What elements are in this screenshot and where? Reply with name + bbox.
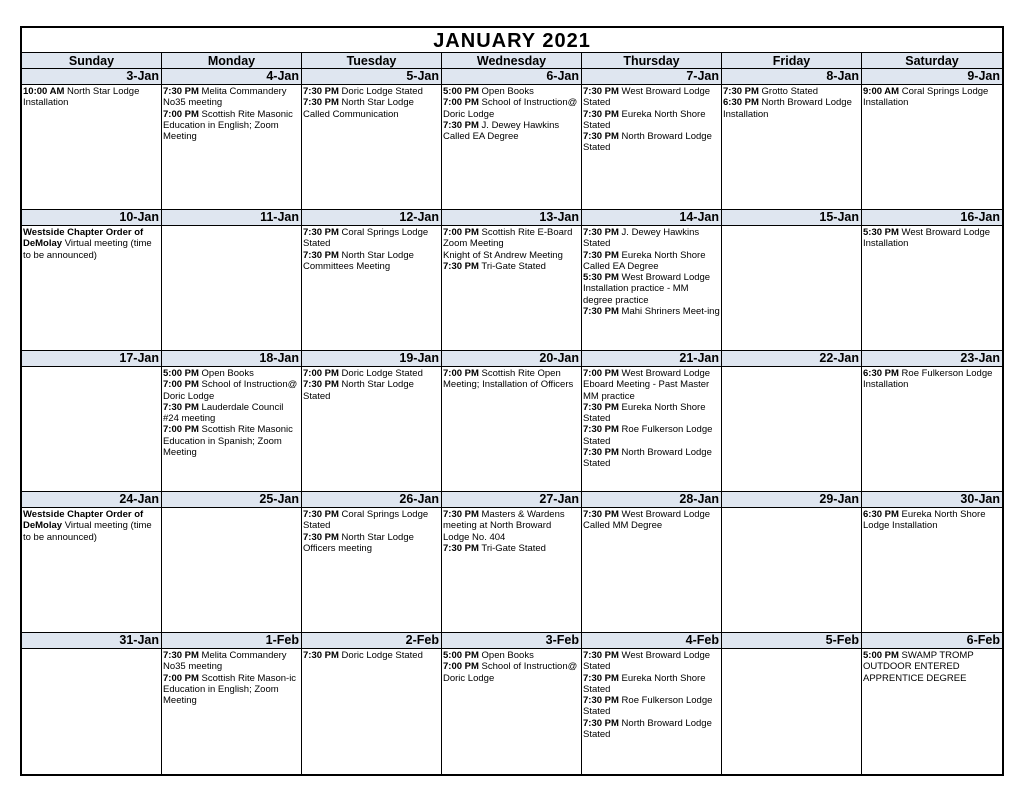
day-date: 4-Feb bbox=[582, 633, 721, 649]
event-text: Scottish Rite Masonic Education in English; Zoom Meeting bbox=[163, 108, 293, 143]
day-events bbox=[302, 649, 441, 661]
day-date: 18-Jan bbox=[162, 351, 301, 367]
day-cell bbox=[162, 351, 302, 492]
event-text: West Broward Lodge Stated bbox=[583, 650, 711, 673]
event-entry bbox=[163, 368, 300, 379]
event-text: Roe Fulkerson Lodge Stated bbox=[583, 424, 713, 447]
event-entry bbox=[303, 532, 440, 555]
day-header-wednesday: Wednesday bbox=[442, 53, 582, 69]
day-date: 12-Jan bbox=[302, 210, 441, 226]
event-entry bbox=[443, 509, 580, 543]
event-entry bbox=[303, 86, 440, 97]
event-text: North Star Lodge Officers meeting bbox=[303, 531, 414, 554]
event-entry bbox=[583, 650, 720, 673]
day-date: 22-Jan bbox=[722, 351, 861, 367]
event-time: 5:00 PM bbox=[863, 650, 899, 661]
event-time: 6:30 PM bbox=[863, 368, 899, 379]
event-text: North Broward Lodge Installation bbox=[723, 97, 852, 120]
event-entry bbox=[583, 86, 720, 109]
event-time: 7:30 PM bbox=[163, 401, 199, 413]
day-date: 2-Feb bbox=[302, 633, 441, 649]
event-time: 7:30 PM bbox=[303, 531, 339, 543]
event-entry bbox=[723, 97, 860, 120]
day-events bbox=[722, 649, 861, 650]
event-time: 7:30 PM bbox=[163, 86, 199, 97]
event-time: 5:00 PM bbox=[443, 86, 479, 97]
day-events bbox=[442, 649, 581, 684]
event-time: 7:30 PM bbox=[723, 86, 759, 97]
day-cell bbox=[162, 492, 302, 633]
day-events bbox=[722, 226, 861, 227]
day-cell bbox=[582, 492, 722, 633]
event-text: Roe Fulkerson Lodge Stated bbox=[583, 695, 713, 718]
event-time: 5:30 PM bbox=[583, 272, 619, 284]
day-events bbox=[22, 649, 161, 650]
day-cell bbox=[442, 492, 582, 633]
day-events bbox=[442, 508, 581, 554]
day-cell bbox=[22, 69, 162, 210]
event-entry bbox=[583, 447, 720, 470]
event-text: North Star Lodge Called Communication bbox=[303, 97, 414, 120]
event-time: 7:30 PM bbox=[443, 260, 479, 272]
day-cell bbox=[442, 69, 582, 210]
event-entry bbox=[723, 86, 860, 97]
day-events bbox=[162, 85, 301, 142]
day-date: 21-Jan bbox=[582, 351, 721, 367]
day-events bbox=[582, 85, 721, 154]
event-text: School of Instruction@ Doric Lodge bbox=[163, 379, 298, 402]
event-text: Scottish Rite E-Board Zoom Meeting bbox=[443, 227, 573, 250]
day-date: 17-Jan bbox=[22, 351, 161, 367]
day-date: 16-Jan bbox=[862, 210, 1002, 226]
day-events bbox=[582, 367, 721, 470]
event-entry bbox=[163, 424, 300, 458]
day-cell bbox=[22, 210, 162, 351]
event-time: 7:30 PM bbox=[583, 672, 619, 684]
day-events bbox=[22, 367, 161, 368]
event-entry bbox=[303, 250, 440, 273]
event-entry bbox=[583, 673, 720, 696]
day-events bbox=[722, 508, 861, 509]
event-entry bbox=[583, 718, 720, 741]
event-entry bbox=[443, 97, 580, 120]
event-time: 7:30 PM bbox=[583, 131, 619, 143]
event-text: Scottish Rite Mason-ic Education in English; Zoom Meeting bbox=[163, 672, 297, 707]
day-cell bbox=[442, 633, 582, 774]
event-entry bbox=[303, 650, 440, 661]
event-entry bbox=[583, 109, 720, 132]
day-date: 3-Jan bbox=[22, 69, 161, 85]
day-date: 14-Jan bbox=[582, 210, 721, 226]
day-cell bbox=[582, 210, 722, 351]
event-text: School of Instruction@ Doric Lodge bbox=[443, 661, 578, 684]
event-time: 7:30 PM bbox=[583, 695, 619, 707]
event-text: North Broward Lodge Stated bbox=[583, 447, 712, 470]
event-entry bbox=[163, 650, 300, 673]
day-events bbox=[862, 508, 1002, 532]
event-entry bbox=[863, 509, 1001, 532]
day-cell bbox=[862, 69, 1002, 210]
event-entry bbox=[303, 509, 440, 532]
event-text: Grotto Stated bbox=[758, 86, 819, 97]
event-text: Virtual meeting (time to be announced) bbox=[23, 238, 152, 261]
event-text: North Star Lodge Stated bbox=[303, 379, 414, 402]
event-entry bbox=[583, 509, 720, 532]
event-text: Melita Commandery No35 meeting bbox=[163, 86, 287, 109]
event-text: Masters & Wardens meeting at North Broward Lodge No. 404 bbox=[443, 509, 565, 543]
event-time: 7:30 PM bbox=[583, 650, 619, 661]
day-events bbox=[302, 226, 441, 272]
event-entry bbox=[303, 368, 440, 379]
day-events bbox=[862, 367, 1002, 391]
day-cell bbox=[22, 492, 162, 633]
event-text: Open Books bbox=[478, 650, 534, 661]
event-time: 7:30 PM bbox=[303, 227, 339, 238]
event-text: Coral Springs Lodge Stated bbox=[303, 227, 429, 250]
event-entry bbox=[303, 379, 440, 402]
event-entry bbox=[583, 131, 720, 154]
event-time: 7:30 PM bbox=[583, 249, 619, 261]
day-date: 4-Jan bbox=[162, 69, 301, 85]
event-entry bbox=[863, 368, 1001, 391]
day-cell bbox=[722, 210, 862, 351]
day-cell bbox=[162, 633, 302, 774]
day-events bbox=[22, 85, 161, 109]
calendar bbox=[20, 26, 1004, 776]
day-events bbox=[722, 367, 861, 368]
day-date: 3-Feb bbox=[442, 633, 581, 649]
day-cell bbox=[22, 633, 162, 774]
event-text: Scottish Rite Open Meeting; Installation of Officers bbox=[443, 368, 574, 391]
event-time: 7:00 PM bbox=[443, 661, 479, 673]
event-time: 7:00 PM bbox=[443, 368, 479, 379]
event-time: 7:00 PM bbox=[443, 227, 479, 238]
event-entry bbox=[443, 650, 580, 661]
event-text: Open Books bbox=[198, 368, 254, 379]
event-text: Eureka North Shore Lodge Installation bbox=[863, 509, 986, 532]
day-cell bbox=[862, 492, 1002, 633]
day-date: 7-Jan bbox=[582, 69, 721, 85]
day-date: 31-Jan bbox=[22, 633, 161, 649]
day-cell bbox=[582, 69, 722, 210]
event-time: 7:30 PM bbox=[583, 717, 619, 729]
day-cell bbox=[162, 210, 302, 351]
day-date: 24-Jan bbox=[22, 492, 161, 508]
event-time: 7:30 PM bbox=[303, 379, 339, 391]
day-cell bbox=[582, 351, 722, 492]
event-time: 7:30 PM bbox=[303, 86, 339, 97]
event-text: SWAMP TROMP OUTDOOR ENTERED APPRENTICE DEGREE bbox=[863, 650, 974, 684]
event-entry bbox=[303, 227, 440, 250]
event-entry bbox=[443, 86, 580, 97]
event-time: 7:30 PM bbox=[583, 306, 619, 318]
day-date: 23-Jan bbox=[862, 351, 1002, 367]
day-header-thursday: Thursday bbox=[582, 53, 722, 69]
day-events bbox=[302, 367, 441, 402]
event-entry bbox=[443, 661, 580, 684]
day-cell bbox=[722, 351, 862, 492]
event-time: 7:30 PM bbox=[583, 509, 619, 520]
day-date: 5-Feb bbox=[722, 633, 861, 649]
event-time: 7:30 PM bbox=[443, 119, 479, 131]
event-text: West Broward Lodge Installation practice - MM degree practice bbox=[583, 272, 711, 306]
event-text: Scottish Rite Masonic Education in Spanish; Zoom Meeting bbox=[163, 424, 293, 459]
event-text: Lauderdale Council #24 meeting bbox=[163, 401, 284, 425]
day-events bbox=[582, 226, 721, 317]
day-date: 30-Jan bbox=[862, 492, 1002, 508]
day-date: 9-Jan bbox=[862, 69, 1002, 85]
day-date: 5-Jan bbox=[302, 69, 441, 85]
event-time: 6:30 PM bbox=[863, 509, 899, 520]
event-text: Doric Lodge Stated bbox=[338, 650, 423, 661]
event-text: Doric Lodge Stated bbox=[338, 86, 423, 97]
event-time: 7:30 PM bbox=[583, 86, 619, 97]
day-cell bbox=[302, 492, 442, 633]
event-entry bbox=[163, 673, 300, 707]
day-events bbox=[162, 508, 301, 509]
event-time: 7:30 PM bbox=[303, 97, 339, 109]
day-cell bbox=[862, 210, 1002, 351]
event-time: 10:00 AM bbox=[23, 86, 65, 97]
event-text: Eureka North Shore Stated bbox=[583, 108, 706, 131]
event-time: 7:30 PM bbox=[163, 650, 199, 661]
event-text: Eureka North Shore Stated bbox=[583, 672, 706, 695]
event-text: West Broward Lodge Stated bbox=[583, 86, 711, 109]
event-text: West Broward Lodge Eboard Meeting - Past Master MM practice bbox=[583, 368, 711, 402]
event-text: Tri-Gate Stated bbox=[478, 260, 546, 272]
event-time: Westside Chapter Order of DeMolay bbox=[23, 227, 144, 250]
day-cell bbox=[302, 633, 442, 774]
event-time: 5:00 PM bbox=[163, 368, 199, 379]
calendar-title: JANUARY 2021 bbox=[22, 28, 1002, 53]
event-entry bbox=[583, 306, 720, 317]
event-time: 7:00 PM bbox=[163, 424, 199, 436]
day-date: 13-Jan bbox=[442, 210, 581, 226]
day-events bbox=[162, 367, 301, 458]
day-events bbox=[582, 508, 721, 532]
event-entry bbox=[443, 368, 580, 391]
day-events bbox=[302, 85, 441, 120]
event-time: 7:00 PM bbox=[163, 379, 199, 391]
event-text: West Broward Lodge Called MM Degree bbox=[583, 509, 711, 532]
event-time: 7:30 PM bbox=[583, 227, 619, 238]
event-text: Knight of St Andrew Meeting bbox=[443, 249, 563, 261]
event-text: Eureka North Shore Stated bbox=[583, 401, 706, 425]
event-entry bbox=[443, 227, 580, 250]
event-entry bbox=[23, 227, 160, 261]
event-text: Tri-Gate Stated bbox=[478, 542, 546, 554]
day-date: 25-Jan bbox=[162, 492, 301, 508]
day-events bbox=[22, 508, 161, 543]
event-entry bbox=[583, 250, 720, 273]
day-cell bbox=[302, 351, 442, 492]
event-time: 9:00 AM bbox=[863, 86, 900, 97]
day-date: 1-Feb bbox=[162, 633, 301, 649]
day-date: 27-Jan bbox=[442, 492, 581, 508]
day-date: 15-Jan bbox=[722, 210, 861, 226]
day-date: 26-Jan bbox=[302, 492, 441, 508]
event-time: Westside Chapter Order of DeMolay bbox=[23, 509, 144, 532]
event-time: 7:30 PM bbox=[443, 542, 479, 554]
day-header-friday: Friday bbox=[722, 53, 862, 69]
day-date: 11-Jan bbox=[162, 210, 301, 226]
event-entry bbox=[443, 250, 580, 261]
event-entry bbox=[163, 109, 300, 143]
event-text: Melita Commandery No35 meeting bbox=[163, 650, 287, 673]
calendar-grid bbox=[22, 53, 1002, 774]
day-date: 28-Jan bbox=[582, 492, 721, 508]
day-events bbox=[442, 367, 581, 391]
event-time: 7:30 PM bbox=[583, 424, 619, 436]
event-time: 7:30 PM bbox=[443, 509, 479, 520]
event-text: Open Books bbox=[478, 86, 534, 97]
day-cell bbox=[722, 69, 862, 210]
day-date: 6-Feb bbox=[862, 633, 1002, 649]
event-entry bbox=[443, 261, 580, 272]
event-text: Eureka North Shore Called EA Degree bbox=[583, 249, 706, 272]
event-entry bbox=[583, 402, 720, 425]
event-entry bbox=[163, 379, 300, 402]
event-entry bbox=[23, 509, 160, 543]
event-text: Doric Lodge Stated bbox=[338, 368, 423, 379]
event-entry bbox=[863, 227, 1001, 250]
day-cell bbox=[862, 633, 1002, 774]
event-time: 7:30 PM bbox=[583, 447, 619, 459]
day-cell bbox=[442, 351, 582, 492]
day-events bbox=[862, 649, 1002, 684]
day-cell bbox=[302, 69, 442, 210]
event-text: West Broward Lodge Installation bbox=[863, 227, 991, 250]
event-time: 5:30 PM bbox=[863, 227, 899, 238]
event-text: North Broward Lodge Stated bbox=[583, 131, 712, 154]
event-time: 7:30 PM bbox=[583, 401, 619, 413]
event-entry bbox=[163, 86, 300, 109]
event-time: 7:30 PM bbox=[303, 509, 339, 520]
day-date: 8-Jan bbox=[722, 69, 861, 85]
day-date: 20-Jan bbox=[442, 351, 581, 367]
event-entry bbox=[303, 97, 440, 120]
day-header-tuesday: Tuesday bbox=[302, 53, 442, 69]
event-time: 7:00 PM bbox=[303, 368, 339, 379]
day-events bbox=[162, 226, 301, 227]
event-time: 5:00 PM bbox=[443, 650, 479, 661]
event-time: 7:00 PM bbox=[163, 108, 199, 120]
day-cell bbox=[862, 351, 1002, 492]
day-events bbox=[162, 649, 301, 706]
day-events bbox=[442, 226, 581, 272]
event-entry bbox=[443, 120, 580, 143]
day-date: 6-Jan bbox=[442, 69, 581, 85]
event-text: Coral Springs Lodge Stated bbox=[303, 509, 429, 532]
event-entry bbox=[23, 86, 160, 109]
day-events bbox=[862, 85, 1002, 109]
event-entry bbox=[443, 543, 580, 554]
day-date: 29-Jan bbox=[722, 492, 861, 508]
day-date: 10-Jan bbox=[22, 210, 161, 226]
event-text: J. Dewey Hawkins Called EA Degree bbox=[443, 119, 560, 143]
event-entry bbox=[163, 402, 300, 425]
event-text: Mahi Shriners Meet-ing bbox=[618, 306, 720, 318]
event-time: 7:00 PM bbox=[443, 97, 479, 109]
event-entry bbox=[863, 86, 1001, 109]
event-text: North Broward Lodge Stated bbox=[583, 717, 712, 741]
day-events bbox=[302, 508, 441, 554]
event-text: Virtual meeting (time to be announced) bbox=[23, 520, 152, 543]
event-entry bbox=[583, 368, 720, 402]
day-header-monday: Monday bbox=[162, 53, 302, 69]
event-text: Roe Fulkerson Lodge Installation bbox=[863, 368, 993, 391]
day-cell bbox=[162, 69, 302, 210]
event-time: 7:30 PM bbox=[303, 249, 339, 261]
event-time: 7:30 PM bbox=[583, 108, 619, 120]
day-cell bbox=[22, 351, 162, 492]
day-events bbox=[442, 85, 581, 142]
event-entry bbox=[583, 695, 720, 718]
event-entry bbox=[863, 650, 1001, 684]
event-text: North Star Lodge Committees Meeting bbox=[303, 249, 414, 272]
event-text: J. Dewey Hawkins Stated bbox=[583, 227, 700, 250]
day-cell bbox=[582, 633, 722, 774]
event-text: North Star Lodge Installation bbox=[23, 86, 140, 109]
day-date: 19-Jan bbox=[302, 351, 441, 367]
event-entry bbox=[583, 424, 720, 447]
event-time: 7:30 PM bbox=[303, 650, 339, 661]
day-cell bbox=[722, 492, 862, 633]
day-events bbox=[862, 226, 1002, 250]
event-entry bbox=[583, 272, 720, 306]
event-time: 7:00 PM bbox=[163, 672, 199, 684]
day-cell bbox=[302, 210, 442, 351]
day-header-saturday: Saturday bbox=[862, 53, 1002, 69]
event-text: Coral Springs Lodge Installation bbox=[863, 86, 989, 109]
event-time: 6:30 PM bbox=[723, 97, 759, 109]
event-entry bbox=[583, 227, 720, 250]
day-cell bbox=[722, 633, 862, 774]
event-text: School of Instruction@ Doric Lodge bbox=[443, 97, 578, 120]
day-header-sunday: Sunday bbox=[22, 53, 162, 69]
day-events bbox=[722, 85, 861, 120]
day-events bbox=[582, 649, 721, 740]
day-events bbox=[22, 226, 161, 261]
event-time: 7:00 PM bbox=[583, 368, 619, 379]
day-cell bbox=[442, 210, 582, 351]
